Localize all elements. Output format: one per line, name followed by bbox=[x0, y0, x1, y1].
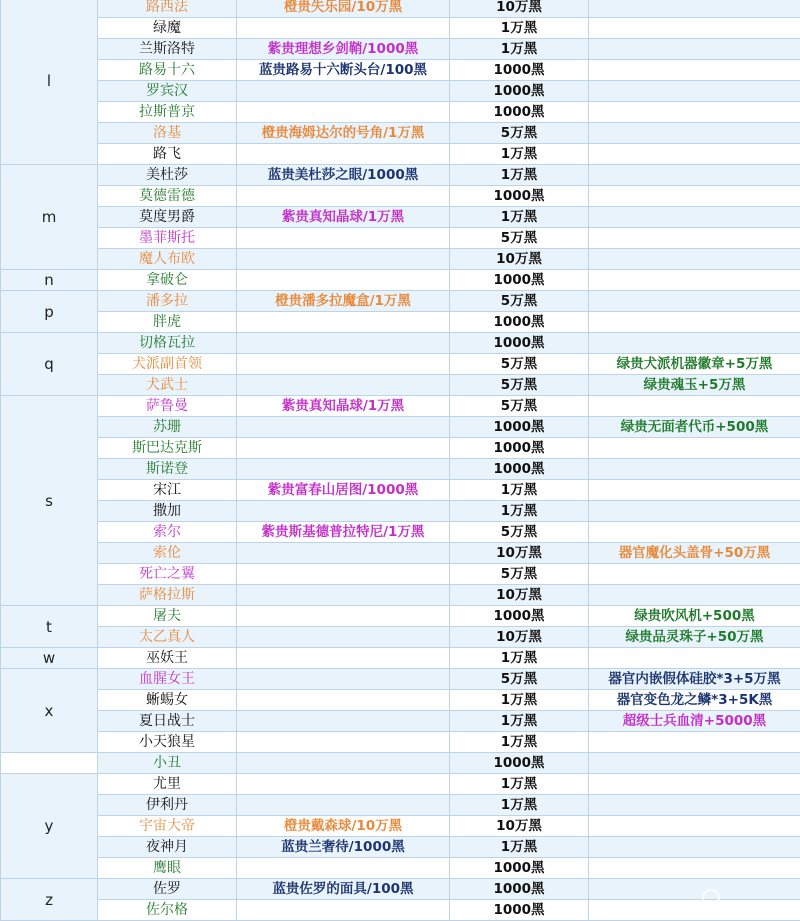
price-cell: 1万黑 bbox=[450, 165, 589, 186]
item-cell bbox=[237, 564, 450, 585]
item-cell: 蓝贵美杜莎之眼/1000黑 bbox=[237, 165, 450, 186]
item-cell bbox=[237, 543, 450, 564]
table-row bbox=[1, 480, 800, 501]
table-row bbox=[1, 186, 800, 207]
watermark-logo bbox=[702, 884, 800, 912]
character-name-cell: 罗宾汉 bbox=[98, 81, 237, 102]
item-cell bbox=[237, 144, 450, 165]
character-name-cell: 萨格拉斯 bbox=[98, 585, 237, 606]
group-letter-cell bbox=[1, 753, 98, 774]
table-row bbox=[1, 648, 800, 669]
character-name-cell: 蜥蜴女 bbox=[98, 690, 237, 711]
price-cell: 5万黑 bbox=[450, 375, 589, 396]
price-cell: 1000黑 bbox=[450, 81, 589, 102]
group-letter-cell: q bbox=[1, 333, 98, 396]
price-cell: 1万黑 bbox=[450, 648, 589, 669]
price-cell: 1000黑 bbox=[450, 438, 589, 459]
group-letter-cell: t bbox=[1, 606, 98, 648]
price-cell: 5万黑 bbox=[450, 669, 589, 690]
item-cell bbox=[237, 900, 450, 921]
table-row bbox=[1, 732, 800, 753]
item-cell bbox=[237, 606, 450, 627]
table-row bbox=[1, 585, 800, 606]
item-cell bbox=[237, 858, 450, 879]
item-cell bbox=[237, 186, 450, 207]
price-cell: 1000黑 bbox=[450, 753, 589, 774]
item-cell bbox=[237, 501, 450, 522]
price-cell: 1万黑 bbox=[450, 732, 589, 753]
price-cell: 10万黑 bbox=[450, 627, 589, 648]
character-name-cell: 兰斯洛特 bbox=[98, 39, 237, 60]
item-cell: 橙贵失乐园/10万黑 bbox=[237, 0, 450, 18]
table-row bbox=[1, 837, 800, 858]
table-row bbox=[1, 123, 800, 144]
table-row bbox=[1, 774, 800, 795]
price-cell: 1000黑 bbox=[450, 312, 589, 333]
table-row bbox=[1, 291, 800, 312]
price-cell: 1万黑 bbox=[450, 39, 589, 60]
item-cell: 紫贵理想乡剑鞘/1000黑 bbox=[237, 39, 450, 60]
price-cell: 10万黑 bbox=[450, 0, 589, 18]
extra-reward-cell bbox=[589, 816, 800, 837]
extra-reward-cell bbox=[589, 501, 800, 522]
price-cell: 1000黑 bbox=[450, 333, 589, 354]
table-row bbox=[1, 207, 800, 228]
character-name-cell: 路飞 bbox=[98, 144, 237, 165]
item-cell bbox=[237, 228, 450, 249]
extra-reward-cell bbox=[589, 186, 800, 207]
extra-reward-cell bbox=[589, 0, 800, 18]
extra-reward-cell bbox=[589, 564, 800, 585]
extra-reward-cell bbox=[589, 648, 800, 669]
price-cell: 1000黑 bbox=[450, 102, 589, 123]
extra-reward-cell: 绿贵犬派机器徽章+5万黑 bbox=[589, 354, 800, 375]
table-row bbox=[1, 333, 800, 354]
character-name-cell: 屠夫 bbox=[98, 606, 237, 627]
extra-reward-cell bbox=[589, 333, 800, 354]
item-cell bbox=[237, 732, 450, 753]
group-letter-cell: l bbox=[1, 0, 98, 165]
table-row bbox=[1, 795, 800, 816]
extra-reward-cell bbox=[589, 795, 800, 816]
item-cell: 橙贵戴森球/10万黑 bbox=[237, 816, 450, 837]
item-cell bbox=[237, 585, 450, 606]
item-cell: 紫贵斯基德普拉特尼/1万黑 bbox=[237, 522, 450, 543]
table-row bbox=[1, 459, 800, 480]
extra-reward-cell bbox=[589, 396, 800, 417]
table-row bbox=[1, 354, 800, 375]
extra-reward-cell: 绿贵无面者代币+500黑 bbox=[589, 417, 800, 438]
table-row bbox=[1, 270, 800, 291]
extra-reward-cell bbox=[589, 165, 800, 186]
extra-reward-cell bbox=[589, 291, 800, 312]
table-row bbox=[1, 606, 800, 627]
character-name-cell: 斯巴达克斯 bbox=[98, 438, 237, 459]
price-cell: 1万黑 bbox=[450, 837, 589, 858]
price-cell: 1万黑 bbox=[450, 795, 589, 816]
item-cell bbox=[237, 753, 450, 774]
character-name-cell: 宋江 bbox=[98, 480, 237, 501]
table-body bbox=[1, 0, 800, 921]
character-name-cell: 尤里 bbox=[98, 774, 237, 795]
extra-reward-cell bbox=[589, 480, 800, 501]
table-row bbox=[1, 417, 800, 438]
extra-reward-cell bbox=[589, 270, 800, 291]
price-cell: 1万黑 bbox=[450, 18, 589, 39]
item-cell bbox=[237, 18, 450, 39]
extra-reward-cell: 绿贵魂玉+5万黑 bbox=[589, 375, 800, 396]
extra-reward-cell bbox=[589, 438, 800, 459]
table-row bbox=[1, 18, 800, 39]
price-cell: 1000黑 bbox=[450, 270, 589, 291]
price-cell: 1000黑 bbox=[450, 879, 589, 900]
extra-reward-cell bbox=[589, 753, 800, 774]
character-name-cell: 洛基 bbox=[98, 123, 237, 144]
price-cell: 5万黑 bbox=[450, 396, 589, 417]
price-cell: 5万黑 bbox=[450, 564, 589, 585]
price-cell: 10万黑 bbox=[450, 816, 589, 837]
character-name-cell: 美杜莎 bbox=[98, 165, 237, 186]
price-cell: 1000黑 bbox=[450, 186, 589, 207]
character-name-cell: 巫妖王 bbox=[98, 648, 237, 669]
table-row bbox=[1, 39, 800, 60]
group-letter-cell: p bbox=[1, 291, 98, 333]
character-name-cell: 宇宙大帝 bbox=[98, 816, 237, 837]
item-cell: 蓝贵路易十六断头台/100黑 bbox=[237, 60, 450, 81]
price-cell: 1万黑 bbox=[450, 501, 589, 522]
character-name-cell: 绿魔 bbox=[98, 18, 237, 39]
extra-reward-cell: 超级士兵血清+5000黑 bbox=[589, 711, 800, 732]
extra-reward-cell bbox=[589, 207, 800, 228]
character-name-cell: 佐罗 bbox=[98, 879, 237, 900]
price-cell: 10万黑 bbox=[450, 249, 589, 270]
group-letter-cell: n bbox=[1, 270, 98, 291]
extra-reward-cell bbox=[589, 81, 800, 102]
item-cell bbox=[237, 333, 450, 354]
item-cell: 橙贵潘多拉魔盒/1万黑 bbox=[237, 291, 450, 312]
item-cell bbox=[237, 690, 450, 711]
extra-reward-cell bbox=[589, 144, 800, 165]
price-cell: 1万黑 bbox=[450, 480, 589, 501]
table-row bbox=[1, 816, 800, 837]
extra-reward-cell bbox=[589, 522, 800, 543]
extra-reward-cell: 器官内嵌假体硅胶*3+5万黑 bbox=[589, 669, 800, 690]
group-letter-cell: z bbox=[1, 879, 98, 921]
character-name-cell: 夜神月 bbox=[98, 837, 237, 858]
watermark-circle-icon bbox=[702, 889, 720, 907]
item-cell bbox=[237, 669, 450, 690]
extra-reward-cell bbox=[589, 858, 800, 879]
character-name-cell: 苏珊 bbox=[98, 417, 237, 438]
extra-reward-cell: 绿贵品灵珠子+50万黑 bbox=[589, 627, 800, 648]
table-row bbox=[1, 690, 800, 711]
table-row bbox=[1, 858, 800, 879]
price-cell: 1000黑 bbox=[450, 459, 589, 480]
price-cell: 1000黑 bbox=[450, 606, 589, 627]
table-row bbox=[1, 102, 800, 123]
item-cell: 橙贵海姆达尔的号角/1万黑 bbox=[237, 123, 450, 144]
table-row bbox=[1, 0, 800, 18]
price-cell: 1000黑 bbox=[450, 858, 589, 879]
character-name-cell: 撒加 bbox=[98, 501, 237, 522]
item-cell bbox=[237, 774, 450, 795]
table-row bbox=[1, 564, 800, 585]
character-name-cell: 莫德雷德 bbox=[98, 186, 237, 207]
item-cell bbox=[237, 102, 450, 123]
extra-reward-cell: 器官变色龙之鳞*3+5K黑 bbox=[589, 690, 800, 711]
table-row bbox=[1, 522, 800, 543]
character-name-cell: 莫度男爵 bbox=[98, 207, 237, 228]
table-row bbox=[1, 543, 800, 564]
extra-reward-cell bbox=[589, 249, 800, 270]
item-cell: 紫贵真知晶球/1万黑 bbox=[237, 396, 450, 417]
table-row bbox=[1, 60, 800, 81]
table-row bbox=[1, 900, 800, 921]
character-name-cell: 胖虎 bbox=[98, 312, 237, 333]
price-cell: 5万黑 bbox=[450, 522, 589, 543]
table-row bbox=[1, 627, 800, 648]
item-cell bbox=[237, 417, 450, 438]
price-cell: 1000黑 bbox=[450, 60, 589, 81]
table-row bbox=[1, 753, 800, 774]
character-name-cell: 索伦 bbox=[98, 543, 237, 564]
item-cell: 紫贵真知晶球/1万黑 bbox=[237, 207, 450, 228]
character-name-cell: 血腥女王 bbox=[98, 669, 237, 690]
table-row bbox=[1, 711, 800, 732]
item-cell bbox=[237, 627, 450, 648]
extra-reward-cell bbox=[589, 732, 800, 753]
table-row bbox=[1, 312, 800, 333]
price-cell: 10万黑 bbox=[450, 543, 589, 564]
item-cell bbox=[237, 270, 450, 291]
extra-reward-cell bbox=[589, 123, 800, 144]
price-cell: 1万黑 bbox=[450, 690, 589, 711]
extra-reward-cell bbox=[589, 60, 800, 81]
character-name-cell: 萨鲁曼 bbox=[98, 396, 237, 417]
character-name-cell: 拿破仑 bbox=[98, 270, 237, 291]
item-cell bbox=[237, 648, 450, 669]
table-row bbox=[1, 669, 800, 690]
extra-reward-cell bbox=[589, 312, 800, 333]
table-row bbox=[1, 165, 800, 186]
price-cell: 1万黑 bbox=[450, 711, 589, 732]
price-cell: 1000黑 bbox=[450, 417, 589, 438]
price-cell: 1万黑 bbox=[450, 774, 589, 795]
table-row bbox=[1, 144, 800, 165]
table-row bbox=[1, 396, 800, 417]
price-cell: 1万黑 bbox=[450, 144, 589, 165]
price-cell: 5万黑 bbox=[450, 228, 589, 249]
character-name-cell: 伊利丹 bbox=[98, 795, 237, 816]
group-letter-cell: w bbox=[1, 648, 98, 669]
price-cell: 1000黑 bbox=[450, 900, 589, 921]
character-name-cell: 死亡之翼 bbox=[98, 564, 237, 585]
table-row bbox=[1, 249, 800, 270]
table-row bbox=[1, 879, 800, 900]
character-name-cell: 路易十六 bbox=[98, 60, 237, 81]
extra-reward-cell bbox=[589, 102, 800, 123]
item-cell bbox=[237, 375, 450, 396]
price-cell: 1万黑 bbox=[450, 207, 589, 228]
table-row bbox=[1, 501, 800, 522]
character-name-cell: 切格瓦拉 bbox=[98, 333, 237, 354]
character-name-cell: 路西法 bbox=[98, 0, 237, 18]
item-cell: 紫贵富春山居图/1000黑 bbox=[237, 480, 450, 501]
item-cell bbox=[237, 354, 450, 375]
price-cell: 5万黑 bbox=[450, 354, 589, 375]
item-cell bbox=[237, 795, 450, 816]
extra-reward-cell: 绿贵吹风机+500黑 bbox=[589, 606, 800, 627]
item-cell bbox=[237, 711, 450, 732]
item-cell: 蓝贵佐罗的面具/100黑 bbox=[237, 879, 450, 900]
extra-reward-cell bbox=[589, 228, 800, 249]
extra-reward-cell bbox=[589, 459, 800, 480]
item-cell bbox=[237, 81, 450, 102]
item-cell bbox=[237, 249, 450, 270]
item-cell bbox=[237, 459, 450, 480]
price-cell: 5万黑 bbox=[450, 123, 589, 144]
character-name-cell: 拉斯普京 bbox=[98, 102, 237, 123]
extra-reward-cell bbox=[589, 774, 800, 795]
extra-reward-cell bbox=[589, 585, 800, 606]
item-cell bbox=[237, 438, 450, 459]
group-letter-cell: m bbox=[1, 165, 98, 270]
character-name-cell: 斯诺登 bbox=[98, 459, 237, 480]
character-name-cell: 索尔 bbox=[98, 522, 237, 543]
extra-reward-cell bbox=[589, 39, 800, 60]
price-cell: 5万黑 bbox=[450, 291, 589, 312]
group-letter-cell: y bbox=[1, 774, 98, 879]
table-row bbox=[1, 81, 800, 102]
extra-reward-cell bbox=[589, 837, 800, 858]
extra-reward-cell bbox=[589, 18, 800, 39]
table-row bbox=[1, 375, 800, 396]
character-name-cell: 佐尔格 bbox=[98, 900, 237, 921]
extra-reward-cell: 器官魔化头盖骨+50万黑 bbox=[589, 543, 800, 564]
group-letter-cell: s bbox=[1, 396, 98, 606]
character-name-cell: 魔人布欧 bbox=[98, 249, 237, 270]
character-name-cell: 鹰眼 bbox=[98, 858, 237, 879]
table-row bbox=[1, 438, 800, 459]
price-cell: 10万黑 bbox=[450, 585, 589, 606]
character-name-cell: 犬派副首领 bbox=[98, 354, 237, 375]
character-name-cell: 潘多拉 bbox=[98, 291, 237, 312]
character-name-cell: 小天狼星 bbox=[98, 732, 237, 753]
character-name-cell: 墨菲斯托 bbox=[98, 228, 237, 249]
character-name-cell: 小丑 bbox=[98, 753, 237, 774]
character-name-cell: 太乙真人 bbox=[98, 627, 237, 648]
table-row bbox=[1, 228, 800, 249]
character-name-cell: 犬武士 bbox=[98, 375, 237, 396]
item-cell bbox=[237, 312, 450, 333]
character-name-cell: 夏日战士 bbox=[98, 711, 237, 732]
item-cell: 蓝贵兰奢待/1000黑 bbox=[237, 837, 450, 858]
group-letter-cell: x bbox=[1, 669, 98, 753]
